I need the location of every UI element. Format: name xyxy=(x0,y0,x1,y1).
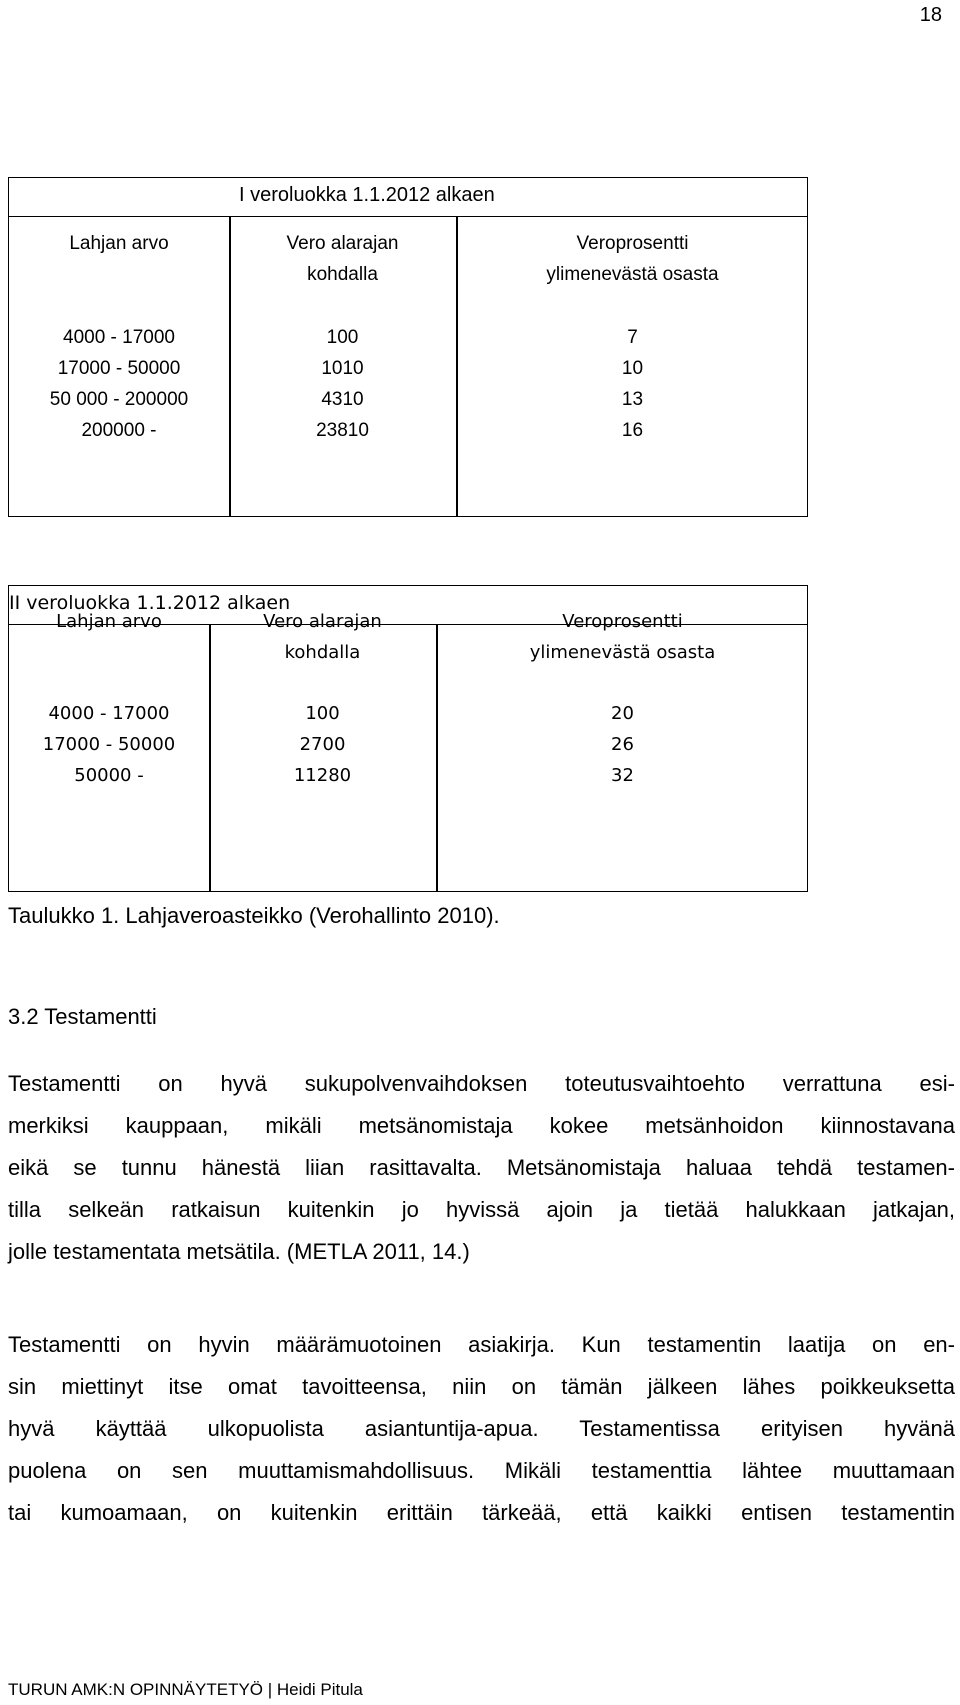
column-lahjan-arvo: 4000 - 17000 17000 - 50000 50000 - xyxy=(42,703,176,786)
paragraph-line: Testamentti on hyvin määrämuotoinen asiakirja. Kun testamentin laatija on en- xyxy=(8,1332,955,1357)
header-vero-alaraja: Vero alarajan kohdalla xyxy=(263,611,382,663)
column-vero-alaraja: 100 2700 11280 xyxy=(293,703,352,786)
column-vero-alaraja: 100 1010 4310 23810 xyxy=(316,327,369,441)
paragraph-line: Testamentti on hyvä sukupolvenvaihdoksen toteutusvaihtoehto verrattuna esi- xyxy=(8,1071,955,1096)
column-veroprosentti: 20 26 32 xyxy=(611,703,634,786)
table-title-row xyxy=(9,178,807,217)
page-number: 18 xyxy=(919,4,942,26)
paragraph-line: tilla selkeän ratkaisun kuitenkin jo hyvissä ajoin ja tietää halukkaan jatkajan, xyxy=(8,1197,955,1222)
table-title: II veroluokka 1.1.2012 alkaen xyxy=(9,592,291,614)
paragraph-line: puolena on sen muuttamismahdollisuus. Mikäli testamenttia lähtee muuttamaan xyxy=(8,1458,955,1483)
header-vero-alaraja: Vero alarajan kohdalla xyxy=(286,233,399,285)
column-veroprosentti: 7 10 13 16 xyxy=(621,327,644,441)
paragraph-1 xyxy=(8,1063,955,1273)
tax-table-class-2 xyxy=(8,585,808,892)
header-veroprosentti: Veroprosentti ylimenevästä osasta xyxy=(546,233,719,285)
table-title: I veroluokka 1.1.2012 alkaen xyxy=(239,184,495,206)
table-caption: Taulukko 1. Lahjaveroasteikko (Verohallinto 2010). xyxy=(8,903,500,928)
header-lahjan-arvo: Lahjan arvo xyxy=(69,233,169,254)
paragraph-line: hyvä käyttää ulkopuolista asiantuntija-apua. Testamentissa erityisen hyvänä xyxy=(8,1416,955,1441)
header-lahjan-arvo: Lahjan arvo xyxy=(56,611,162,632)
tax-table-class-1 xyxy=(8,177,808,517)
paragraph-line: eikä se tunnu hänestä liian rasittavalta. Metsänomistaja haluaa tehdä testamen- xyxy=(8,1155,955,1180)
header-veroprosentti: Veroprosentti ylimenevästä osasta xyxy=(529,611,716,663)
paragraph-2 xyxy=(8,1324,955,1534)
page-footer: TURUN AMK:N OPINNÄYTETYÖ | Heidi Pitula xyxy=(8,1680,363,1699)
paragraph-line: sin miettinyt itse omat tavoitteensa, niin on tämän jälkeen lähes poikkeuksetta xyxy=(8,1374,955,1399)
paragraph-line: tai kumoamaan, on kuitenkin erittäin tärkeää, että kaikki entisen testamentin xyxy=(8,1500,955,1525)
column-lahjan-arvo: 4000 - 17000 17000 - 50000 50 000 - 200000 200000 - xyxy=(49,327,189,441)
paragraph-line: jolle testamentata metsätila. (METLA 2011, 14.) xyxy=(8,1239,470,1264)
section-heading: 3.2 Testamentti xyxy=(8,1004,157,1029)
paragraph-line: merkiksi kauppaan, mikäli metsänomistaja kokee metsänhoidon kiinnostavana xyxy=(8,1113,955,1138)
